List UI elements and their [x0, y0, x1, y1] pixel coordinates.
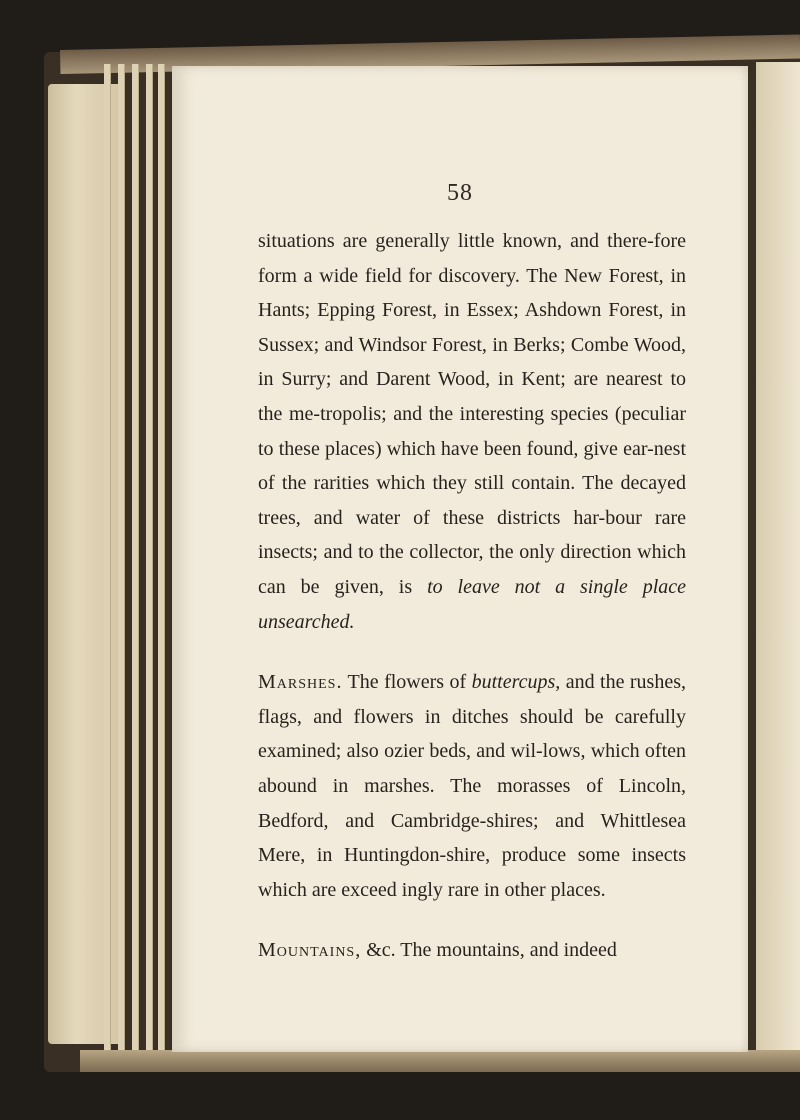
emphasis-text: to leave not a single place unsearched. [258, 575, 687, 633]
page-text [258, 224, 686, 968]
bottom-binding [80, 1050, 800, 1072]
emphasis-text: buttercups, [471, 671, 561, 694]
paragraph-text: The flowers of [342, 671, 472, 694]
page-stack [132, 64, 139, 1058]
paragraph-mountains [258, 933, 686, 968]
section-heading-marshes: Marshes. [258, 671, 343, 694]
paragraph-forests [258, 224, 686, 639]
page-number: 58 [447, 180, 473, 206]
paragraph-marshes [258, 665, 686, 907]
page-stack [158, 64, 165, 1058]
page-stack [104, 64, 111, 1058]
page-stack [118, 64, 125, 1058]
paragraph-text: and the rushes, flags, and flowers in ditches should be carefully examined; also ozier beds, and wil-lows, which often abound in marshes. The morasses of Lincoln, Bedford, and Cambridge-shires; and Whittlesea Mere, in Huntingdon-shire, produce some insects which are exceed ingly rare in other places. [258, 671, 686, 901]
book-page [172, 66, 748, 1052]
section-heading-mountains: Mountains, [258, 939, 362, 962]
facing-page [756, 62, 800, 1052]
page-stack [146, 64, 153, 1058]
paragraph-text: &c. The mountains, and indeed [361, 939, 617, 962]
paragraph-text: situations are generally little known, and there-fore form a wide field for discovery. The New Forest, in Hants; Epping Forest, in Essex; Ashdown Forest, in Sussex; and Windsor Forest, in Berks; Combe Wood, in Surry; and Darent Wood, in Kent; are nearest to the me-tropolis; and the interesting species (peculiar to these places) which have been found, give ear-nest of the rarities which they still contain. The decayed trees, and water of these districts har-bour rare insects; and to the collector, the only direction which can be given, is [258, 230, 686, 598]
